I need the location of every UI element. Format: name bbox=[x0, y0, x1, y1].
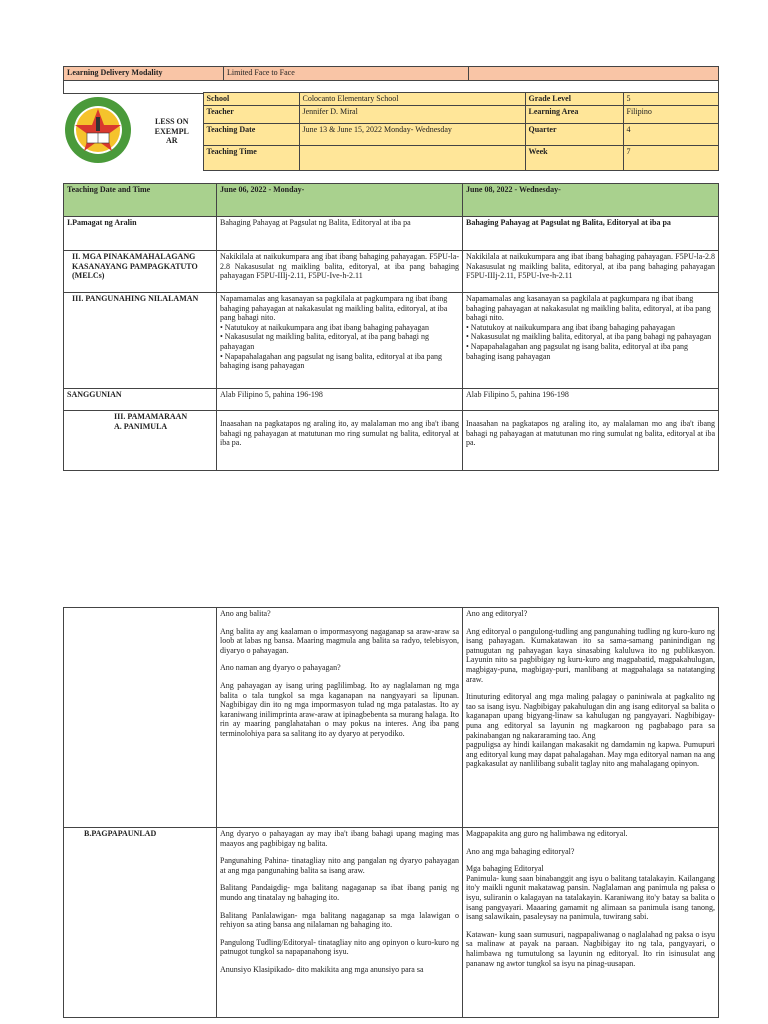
panimula-monday: Inaasahan na pagkatapos ng araling ito, ay malalaman mo ang iba't ibang bahagi ng pahayagan at matutunan mo ring sumulat ng balita, editoryal at iba pa. bbox=[217, 411, 463, 471]
teacher-label: Teacher bbox=[203, 106, 299, 124]
school-seal-icon bbox=[63, 95, 133, 165]
pamamaraan-heading: III. PAMAMARAAN bbox=[114, 412, 188, 421]
lesson-table bbox=[63, 183, 719, 471]
melc-monday: Nakikilala at naikukumpara ang ibat ibang bahaging pahayagan. F5PU-la-2.8 Nakasusulat ng maikling balita, editoryal, at iba pang bahaging pahayagan F5PU-IIIj-2.11, F5PU-Ive-h-2.11 bbox=[217, 251, 463, 293]
date-value: June 13 & June 15, 2022 Monday- Wednesday bbox=[299, 124, 525, 146]
balitang-panlalawigan: Balitang Panlalawigan- mga balitang nagaganap sa mga lalawigan o rehiyon sa ating bansa ang nilalaman ng bahaging ito. bbox=[220, 910, 459, 930]
editoryal-definition: Ang editoryal o pangulong-tudling ang pangunahing tudling ng kuro-kuro ng isang pahayagan. Kumakatawan ito sa sama-samang paninindigan ng patnugutan ng pahayagan kaya sinasabing kaluluwa ito ng publikasyon. Layunin nito sa pagbibigay ng kuru-kuro ang magpabatid, magpakahulugan, magbigay-puna, magbigay-puri, manlibang at magpahalaga sa natatanging araw. bbox=[466, 626, 715, 684]
pahayagan-question: Ano naman ang dyaryo o pahayagan? bbox=[220, 663, 341, 673]
balita-definition: Ang balita ay ang kaalaman o impormasyong nagaganap sa araw-araw sa loob at labas ng bansa. Maaring magmula ang balita sa radyo, telebisyon, diyaryo o pahayagan. bbox=[220, 626, 459, 655]
pamagat-label: I.Pamagat ng Aralin bbox=[64, 217, 217, 251]
area-value: Filipino bbox=[623, 106, 718, 124]
pahayagan-bahagi-intro: Ang dyaryo o pahayagan ay may iba't ibang bahagi upang maging mas maayos ang pagbibigay ng balita. bbox=[220, 829, 459, 848]
sanggunian-label: SANGGUNIAN bbox=[64, 389, 217, 411]
week-value: 7 bbox=[623, 146, 718, 171]
lesson-title-line-1: LESS ON bbox=[154, 117, 189, 127]
grade-value: 5 bbox=[623, 93, 718, 106]
school-label: School bbox=[203, 93, 299, 106]
date-label: Teaching Date bbox=[203, 124, 299, 146]
quarter-label: Quarter bbox=[525, 124, 623, 146]
sanggunian-wednesday: Alab Filipino 5, pahina 196-198 bbox=[463, 389, 719, 411]
nilalaman-monday-intro: Napamamalas ang kasanayan sa pagkilala at pagkumpara ng ibat ibang bahaging pahayagan at nakakasulat ng maikling balita, editoryal, at iba pang bahagi nito. bbox=[220, 294, 448, 323]
nilalaman-monday-bullet-1: • Natutukoy at naikukumpara ang ibat ibang bahaging pahayagan bbox=[220, 322, 429, 332]
nilalaman-monday-bullet-2: • Nakasusulat ng maikling balita, editoryal, at iba pang bahagi ng pahayagan bbox=[220, 332, 429, 351]
balita-question: Ano ang balita? bbox=[220, 609, 271, 618]
nilalaman-monday-bullet-3: • Napapahalagahan ang pagsulat ng isang balita, editoryal at iba pang bahaging isang pahayagan bbox=[220, 351, 443, 371]
panimula-heading: A. PANIMULA bbox=[114, 421, 168, 431]
balita-content bbox=[217, 608, 463, 828]
nilalaman-wednesday-intro: Napamamalas ang kasanayan sa pagkilala at pagkumpara ng ibat ibang bahaging pahayagan at nakakasulat ng maikling balita, editoryal, at iba pang bahagi nito. bbox=[466, 294, 711, 323]
balitang-pandaigdig: Balitang Pandaigdig- mga balitang nagaganap sa ibat ibang panig ng mundo ang tinatalay ng bahaging ito. bbox=[220, 883, 459, 902]
editoryal-content bbox=[463, 608, 719, 828]
anunsiyo-klasipikado: Anunsiyo Klasipikado- dito makikita ang mga anunsiyo para sa bbox=[220, 964, 424, 974]
pagpapaunlad-wednesday bbox=[463, 828, 719, 1018]
editoryal-question: Ano ang editoryal? bbox=[466, 609, 528, 618]
sanggunian-monday: Alab Filipino 5, pahina 196-198 bbox=[217, 389, 463, 411]
pangulong-tudling: Pangulong Tudling/Editoryal- tinatagliay nito ang opinyon o kuro-kuro ng patnugot tungkol sa napapanahong isyu. bbox=[220, 937, 459, 957]
pamamaraan-label bbox=[64, 411, 217, 471]
melc-wednesday: Nakikilala at naikukumpara ang ibat ibang bahaging pahayagan. F5PU-la-2.8 Nakasusulat ng maikling balita, editoryal, at iba pang bahaging pahayagan F5PU-IIIj-2.11, F5PU-Ive-h-2.11 bbox=[463, 251, 719, 293]
time-value bbox=[299, 146, 525, 171]
editoryal-paragraph-2: Itinuturing editoryal ang mga maling palagay o paniniwala at pagkalito ng tao sa isang isyu. Nagbibigay pakahulugan din ang isang editoryal sa balita o kaganapan upang bigyang-linaw sa kahulugan ng pangyayari. Nagbibigay-puna ang editoryal sa layunin ng magkaroon ng pagbabago para sa pakinabangan ng nakararaming tao. Ang bbox=[466, 692, 715, 740]
area-label: Learning Area bbox=[525, 106, 623, 124]
lesson-exemplar-title bbox=[141, 93, 203, 171]
nilalaman-label: III. PANGUNAHING NILALAMAN bbox=[64, 293, 217, 389]
bahagi-heading: Mga bahaging Editoryal bbox=[466, 864, 544, 874]
pamagat-monday: Bahaging Pahayag at Pagsulat ng Balita, Editoryal at iba pa bbox=[217, 217, 463, 251]
panimula-wednesday: Inaasahan na pagkatapos ng araling ito, ay malalaman mo ang iba't ibang bahagi ng pahayagan at matutunan mo ring sumulat ng balita, editoryal at iba pa. bbox=[463, 411, 719, 471]
modality-empty bbox=[469, 67, 719, 81]
panimula-definition: Panimula- kung saan binabanggit ang isyu o balitang tatalakayin. Kailangang ito'y maikli ngunit makatawag pansin. Naglalaman ang panimula ng paksa o isyu, suliranin o kalagayan na tatalakayin. Karaniwang ito'y batay sa balita o isang pangyayari. Maaaring gamamit ng alimaan sa panimula isang tanong, isang salawikain, pasaleysay na panimula, tuwirang sabi. bbox=[466, 873, 715, 922]
guro-halimbawa: Magpapakita ang guro ng halimbawa ng editoryal. bbox=[466, 829, 628, 838]
pangunahing-pahina: Pangunahing Pahina- tinatagliay nito ang pangalan ng dyaryo pahayagan at ang mga pangunahing balita sa isang araw. bbox=[220, 856, 459, 875]
continued-label-empty bbox=[64, 608, 217, 828]
school-seal bbox=[63, 93, 141, 171]
modality-table bbox=[63, 66, 719, 94]
katawan-definition: Katawan- kung saan sumusuri, nagpapaliwanag o naglalahad ng paksa o isyu sa malinaw at payak na paraan. Nagbibigay ito ng tala, pangyayari, o halimbawa ng tumutulong sa layunin ng editoryal. Ito rin isinusulat ang pananaw ng awtor tungkol sa isyu na pinag-uusapan. bbox=[466, 929, 715, 968]
pahayagan-definition: Ang pahayagan ay isang uring paglilimbag. Ito ay naglalaman ng mga balita o tala tungkol sa mga kaganapan na nangyayari sa lipunan. Nagbibigay din ito ng mga impormasyon tulad ng mga patalastas. Ito ay karaniwang inilimprinta araw-araw at ipinagbebenta sa murang halaga. Ito rin ay maaring panglahatahan o may pokus na interes. Ang iba pang terminolohiya para sa salitang ito ay dyaryo at peryodiko. bbox=[220, 680, 459, 738]
nilalaman-wednesday-bullet-1: • Natutukoy at naikukumpara ang ibat ibang bahaging pahayagan bbox=[466, 322, 675, 332]
teaching-date-header: Teaching Date and Time bbox=[64, 184, 217, 217]
melc-label: II. MGA PINAKAMAHALAGANG KASANAYANG PAMPAGKATUTO (MELCs) bbox=[64, 251, 217, 293]
monday-header: June 06, 2022 - Monday- bbox=[217, 184, 463, 217]
school-value: Colocanto Elementary School bbox=[299, 93, 525, 106]
bahagi-question: Ano ang mga bahaging editoryal? bbox=[466, 846, 575, 856]
nilalaman-wednesday-bullet-3: • Napapahalagahan ang pagsulat ng isang balita, editoryal at iba pang bahaging isang pahayagan bbox=[466, 341, 689, 361]
quarter-value: 4 bbox=[623, 124, 718, 146]
pamagat-wednesday: Bahaging Pahayag at Pagsulat ng Balita, Editoryal at iba pa bbox=[463, 217, 719, 251]
modality-value: Limited Face to Face bbox=[224, 67, 469, 81]
school-info-table bbox=[63, 92, 719, 171]
teacher-value: Jennifer D. Miral bbox=[299, 106, 525, 124]
modality-label: Learning Delivery Modality bbox=[64, 67, 224, 81]
grade-label: Grade Level bbox=[525, 93, 623, 106]
editoryal-paragraph-3: pagpuligsa ay hindi kailangan makasakit ng damdamin ng kapwa. Pumupuri ang editoryal kung may dapat pahalagahan. May mga editoryal naman na ang pagkakasulat ay nanlilibang subalit taglay nito ang mahalagang opinyon. bbox=[466, 740, 715, 769]
week-label: Week bbox=[525, 146, 623, 171]
pagpapaunlad-label: B.PAGPAPAUNLAD bbox=[64, 828, 217, 1018]
nilalaman-wednesday bbox=[463, 293, 719, 389]
nilalaman-wednesday-bullet-2: • Nakasusulat ng maikling balita, editoryal, at iba pang bahagi ng pahayagan bbox=[466, 332, 712, 342]
time-label: Teaching Time bbox=[203, 146, 299, 171]
nilalaman-monday bbox=[217, 293, 463, 389]
lesson-title-line-2: EXEMPL bbox=[154, 126, 189, 136]
lesson-table-continued bbox=[63, 607, 719, 1018]
wednesday-header: June 08, 2022 - Wednesday- bbox=[463, 184, 719, 217]
pagpapaunlad-monday bbox=[217, 828, 463, 1018]
lesson-title-line-3: AR bbox=[165, 136, 178, 146]
